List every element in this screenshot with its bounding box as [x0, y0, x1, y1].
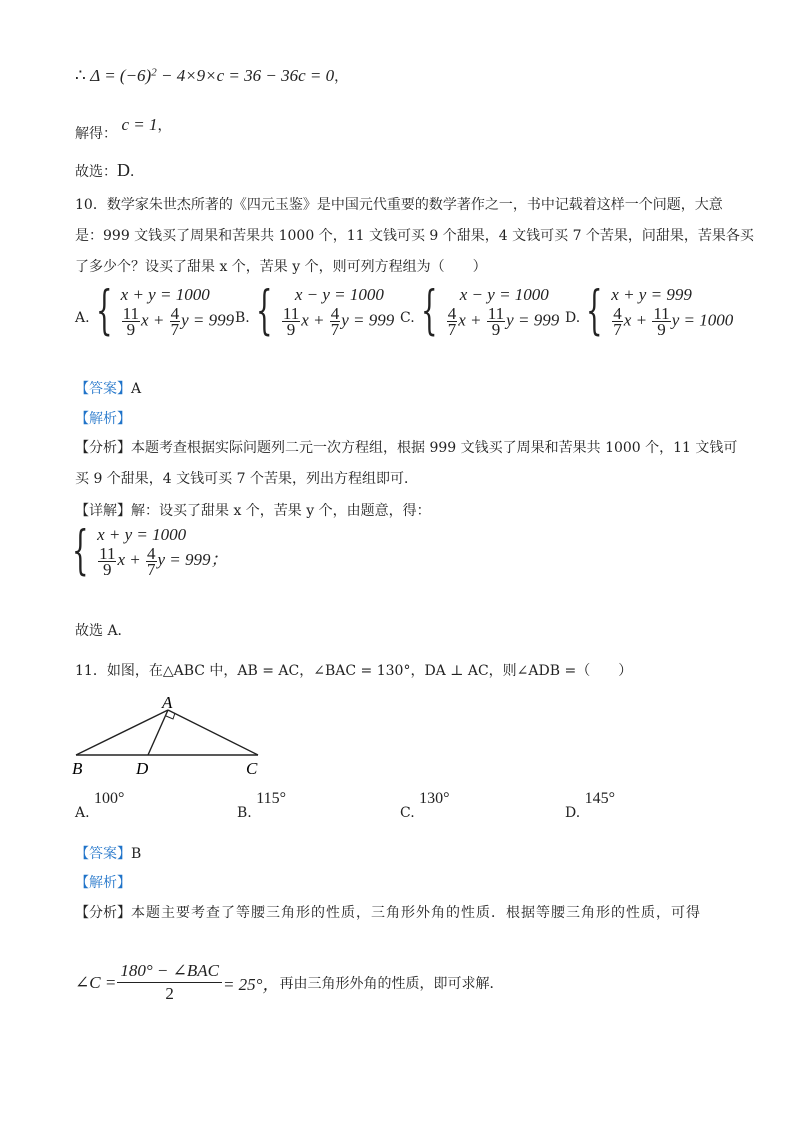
solve-value: c = 1 — [121, 115, 158, 134]
segment-ab — [76, 710, 168, 755]
option-label: B. — [237, 805, 252, 821]
fenxi-line2: 买 9 个甜果，4 文钱可买 7 个苦果，列出方程组即可． — [75, 471, 418, 487]
q11-angle-c-formula — [75, 960, 503, 1005]
choose-label: 故选： — [75, 164, 117, 180]
equation-1: x + y = 999 — [611, 285, 692, 304]
q11-option-a[interactable] — [75, 790, 125, 821]
option-label: D. — [565, 805, 581, 821]
option-value: 115° — [256, 790, 287, 807]
solution-equation-2: $\frac{11}{9}$ x + $\frac{4}{7}$ y = 999； — [99, 544, 228, 579]
q11-answer — [75, 843, 141, 863]
q10-option-d[interactable] — [565, 281, 734, 341]
option-value: 145° — [584, 790, 616, 807]
fenxi-tag: 【分析】 — [75, 905, 131, 921]
right-angle-mark — [166, 713, 175, 719]
segment-ac — [168, 710, 258, 755]
label-d: D — [136, 759, 149, 778]
q11-option-b[interactable] — [237, 790, 287, 821]
fenxi-tag: 【分析】 — [75, 440, 131, 456]
comma: ， — [334, 69, 349, 85]
choose-value: D — [117, 160, 130, 180]
formula-rhs: = 25°， — [222, 975, 280, 994]
q10-answer — [75, 378, 141, 398]
brace: { — [95, 281, 113, 341]
answer-tag: 【答案】 — [75, 846, 131, 862]
q10-line2: 是：999 文钱买了周果和苦果共 1000 个，11 文钱可买 9 个甜果，4 文钱可买 7 个苦果，问甜果，苦果各买 — [75, 228, 754, 244]
comma: ， — [157, 118, 172, 134]
equation-1: x − y = 1000 — [294, 285, 384, 304]
period: ． — [130, 164, 144, 180]
q10-fenxi — [75, 433, 737, 495]
q9-solve-line — [75, 115, 172, 142]
therefore-symbol: ∴ — [75, 66, 86, 85]
brace: { — [586, 281, 603, 341]
answer-value: A — [131, 381, 142, 397]
answer-tag: 【答案】 — [75, 381, 131, 397]
solve-label: 解得： — [75, 126, 117, 142]
triangle-figure — [70, 690, 270, 780]
label-a: A — [162, 693, 173, 712]
formula-lhs: ∠C = — [75, 972, 117, 992]
q11-option-c[interactable] — [400, 790, 450, 821]
label-b: B — [72, 759, 83, 778]
equation-2: $\frac{11}{9}$ x + $\frac{4}{7}$ y = 999 — [122, 304, 235, 339]
q11-jiexi-tag: 【解析】 — [75, 875, 131, 891]
fenxi-line1: 本题考查根据实际问题列二元一次方程组，根据 999 文钱买了周果和苦果共 1000 个，11 文钱可 — [131, 440, 738, 456]
fenxi-line1: 本题主要考查了等腰三角形的性质，三角形外角的性质．根据等腰三角形的性质，可得 — [131, 905, 701, 921]
equation-2: $\frac{4}{7}$ x + $\frac{11}{9}$ y = 999 — [447, 304, 560, 339]
brace: { — [255, 281, 273, 341]
option-label: B. — [235, 310, 250, 326]
option-value: 100° — [94, 790, 125, 807]
equation-1: x + y = 1000 — [120, 285, 210, 304]
q9-delta-line — [75, 66, 348, 86]
q10-jiexi-tag: 【解析】 — [75, 411, 131, 427]
answer-value: B — [131, 846, 142, 862]
brace: { — [72, 521, 89, 581]
solution-equation-1: x + y = 1000 — [97, 525, 187, 544]
delta-expression-rest: − 4×9×c = 36 − 36c = 0 — [156, 66, 335, 85]
q10-option-c[interactable] — [400, 281, 560, 341]
option-label: A. — [75, 805, 90, 821]
q10-xiangjie — [75, 500, 431, 520]
xiangjie-text: 解：设买了甜果 x 个，苦果 y 个，由题意，得： — [131, 503, 431, 519]
equation-2: $\frac{4}{7}$ x + $\frac{11}{9}$ y = 1000 — [613, 304, 734, 339]
q10-option-b[interactable] — [235, 281, 395, 341]
option-label: A. — [75, 310, 90, 326]
option-value: 130° — [419, 790, 450, 807]
option-label: D. — [565, 310, 581, 326]
brace: { — [420, 281, 438, 341]
q10-line3: 了多少个？设买了甜果 x 个，苦果 y 个，则可列方程组为（ ） — [75, 259, 487, 275]
q11-stem: 11．如图，在△ABC 中，AB = AC，∠BAC = 130°，DA ⊥ AC，则∠ADB =（ ） — [75, 663, 633, 679]
exponent: 2 — [151, 66, 157, 79]
formula-tail: 再由三角形外角的性质，即可求解． — [279, 975, 504, 992]
q10-option-a[interactable] — [75, 281, 235, 341]
delta-expression: Δ = (−6) — [90, 66, 152, 85]
equation-1: x − y = 1000 — [459, 285, 549, 304]
q11-fenxi — [75, 902, 701, 922]
xiangjie-tag: 【详解】 — [75, 503, 131, 519]
q11-option-d[interactable] — [565, 790, 616, 821]
q10-solution-system — [72, 521, 228, 581]
q10-choose: 故选 A． — [75, 623, 132, 639]
q10-stem — [75, 190, 754, 283]
option-label: C. — [400, 310, 415, 326]
equation-2: $\frac{11}{9}$ x + $\frac{4}{7}$ y = 999 — [282, 304, 395, 339]
option-label: C. — [400, 805, 415, 821]
q10-line1: 10．数学家朱世杰所著的《四元玉鉴》是中国元代重要的数学著作之一，书中记载着这样一个问题，大意 — [75, 197, 723, 213]
q9-choose-line — [75, 160, 144, 181]
segment-ad — [148, 710, 168, 755]
formula-fraction: $\frac{\text{180° − ∠BAC}}{2}$ — [117, 960, 222, 1005]
label-c: C — [246, 759, 258, 778]
